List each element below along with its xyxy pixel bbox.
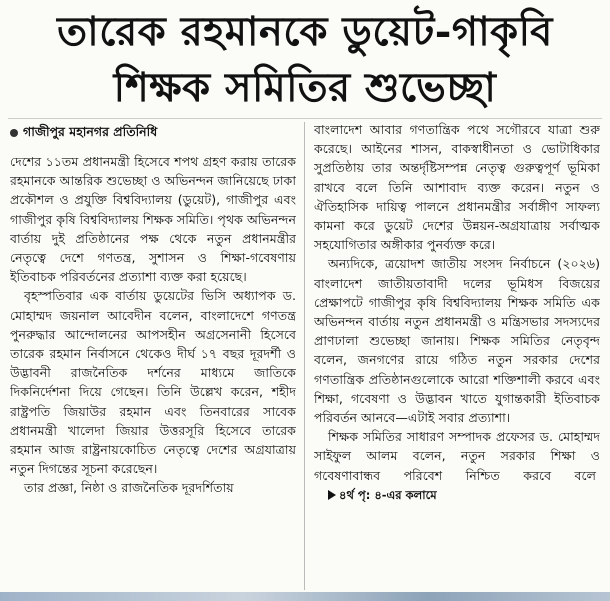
paragraph-text: শিক্ষক সমিতির সাধারণ সম্পাদক প্রফেসর ড. মোহাম্মদ সাইফুল আলম বলেন, নতুন সরকার শিক্ষা ও গবেষণাবান্ধব পরিবেশ নিশ্চিত করবে বলে xyxy=(314,429,600,483)
byline-text: গাজীপুর মহানগর প্রতিনিধি xyxy=(23,124,158,139)
bullet-icon xyxy=(10,129,18,137)
headline-line-1: তারেক রহমানকে ডুয়েট-গাকৃবি xyxy=(57,8,553,55)
byline xyxy=(10,124,157,144)
column-divider xyxy=(304,122,305,590)
arrow-icon xyxy=(328,490,336,500)
continuation-text: ৪র্থ পৃ: ৪-এর কলামে xyxy=(339,487,437,502)
divider xyxy=(8,118,602,119)
headline xyxy=(0,4,610,116)
paragraph: তার প্রজ্ঞা, নিষ্ঠা ও রাজনৈতিক দূরদর্শিতায় xyxy=(24,480,234,496)
article-column-left xyxy=(10,152,296,588)
headline-line-2: শিক্ষক সমিতির শুভেচ্ছা xyxy=(113,64,497,111)
continuation-link[interactable] xyxy=(314,486,437,505)
paragraph: দেশের ১১তম প্রধানমন্ত্রী হিসেবে শপথ গ্রহণ করায় তারেক রহমানকে আন্তরিক শুভেচ্ছা ও অভিনন্দন জানিয়েছে ঢাকা প্রকৌশল ও প্রযুক্তি বিশ্ববিদ্যালয় (ডুয়েট), গাজীপুর এবং গাজীপুর কৃষি বিশ্ববিদ্যালয় শিক্ষক সমিতি। পৃথক অভিনন্দন বার্তায় দুই প্রতিষ্ঠানের পক্ষ থেকে নতুন প্রধানমন্ত্রীর নেতৃত্বে দেশে গণতন্ত্র, সুশাসন ও শিক্ষা-গবেষণায় ইতিবাচক পরিবর্তনের প্রত্যাশা ব্যক্ত করা হয়েছে। xyxy=(10,154,296,285)
bottom-image-strip xyxy=(0,592,610,601)
article-column-right xyxy=(314,120,600,590)
paragraph xyxy=(314,427,600,505)
paragraph: বাংলাদেশ আবার গণতান্ত্রিক পথে সগৌরবে যাত্রা শুরু করেছে। আইনের শাসন, বাকস্বাধীনতা ও ভোটাধিকার সুপ্রতিষ্ঠায় তার অন্তর্দৃষ্টিসম্পন্ন নেতৃত্ব গুরুত্বপূর্ণ ভূমিকা রাখবে বলে তিনি আশাবাদ ব্যক্ত করেন। নতুন ও ঐতিহাসিক দায়িত্ব পালনে প্রধানমন্ত্রীর সর্বাঙ্গীণ সাফল্য কামনা করে ডুয়েট দেশের উন্নয়ন-অগ্রযাত্রায় সর্বাত্মক সহযোগিতার অঙ্গীকার পুনর্ব্যক্ত করে। xyxy=(314,122,600,253)
paragraph: বৃহস্পতিবার এক বার্তায় ডুয়েটের ভিসি অধ্যাপক ড. মোহাম্মদ জয়নাল আবেদীন বলেন, বাংলাদেশে গণতন্ত্র পুনরুদ্ধার আন্দোলনের আপসহীন অগ্রসেনানী হিসেবে তারেক রহমান নির্বাসনে থেকেও দীর্ঘ ১৭ বছর দূরদর্শী ও উদ্ভাবনী রাজনৈতিক দর্শনের মাধ্যমে জাতিকে দিকনির্দেশনা দিয়ে গেছেন। তিনি উল্লেখ করেন, শহীদ রাষ্ট্রপতি জিয়াউর রহমান এবং তিনবারের সাবেক প্রধানমন্ত্রী খালেদা জিয়ার উত্তরসূরি হিসেবে তারেক রহমান আজ রাষ্ট্রনায়কোচিত নেতৃত্বে দেশের অগ্রযাত্রায় নতুন দিগন্তের সূচনা করেছেন। xyxy=(10,288,296,477)
paragraph: অন্যদিকে, ত্রয়োদশ জাতীয় সংসদ নির্বাচনে (২০২৬) বাংলাদেশ জাতীয়তাবাদী দলের ভূমিধস বিজয়ের প্রেক্ষাপটে গাজীপুর কৃষি বিশ্ববিদ্যালয় শিক্ষক সমিতি এক অভিনন্দন বার্তায় নতুন প্রধানমন্ত্রী ও মন্ত্রিসভার সদস্যদের প্রাণঢালা শুভেচ্ছা জানায়। শিক্ষক সমিতির নেতৃবৃন্দ বলেন, জনগণের রায়ে গঠিত নতুন সরকার দেশের গণতান্ত্রিক প্রতিষ্ঠানগুলোকে আরো শক্তিশালী করবে এবং শিক্ষা, গবেষণা ও উদ্ভাবন খাতে যুগান্তকারী ইতিবাচক পরিবর্তন আনবে—এটাই সবার প্রত্যাশা। xyxy=(314,256,600,426)
